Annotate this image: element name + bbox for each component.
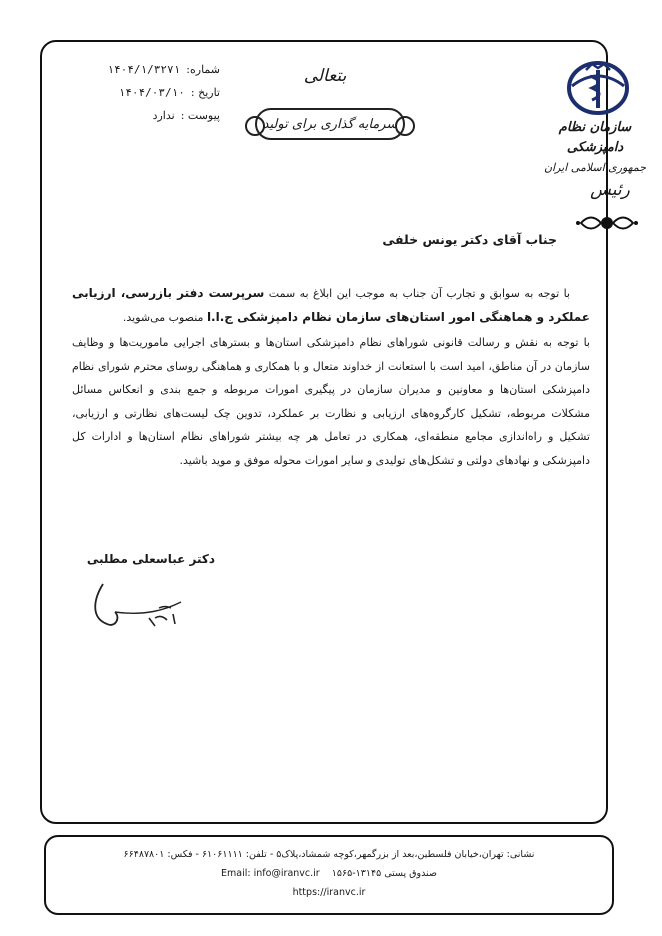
- letter-date-row: [95, 81, 220, 104]
- position-title: رئیس: [590, 180, 630, 200]
- ornament-icon: [575, 210, 639, 236]
- addressee: جناب آقای دکتر یونس خلفی: [382, 232, 557, 247]
- organization-name: [540, 118, 650, 178]
- appointment-position-title: سرپرست دفتر بازرسی، ارزیابی عملکرد و هماهنگی امور استان‌های سازمان نظام دامپزشکی ج.ا.ا: [72, 286, 590, 324]
- letter-body: [72, 282, 590, 472]
- letter-date-value: ۱۴۰۴/۰۳/۱۰: [118, 86, 185, 99]
- appointment-paragraph: [72, 282, 590, 329]
- organization-name-primary: سازمان نظام دامپزشکی: [558, 120, 632, 155]
- letter-meta: [95, 58, 220, 127]
- footer-box: [44, 835, 614, 915]
- letter-attachment-value: ندارد: [152, 109, 175, 122]
- slogan-banner: سرمایه گذاری برای تولید: [255, 108, 405, 140]
- basmala-calligraphy: بتعالی: [303, 66, 347, 86]
- footer-website-link[interactable]: https://iranvc.ir: [292, 887, 366, 898]
- signer-name: دکتر عباسعلی مطلبی: [86, 552, 215, 566]
- footer-postal-box: صندوق پستی ۱۳۱۴۵-۱۵۶۵: [331, 868, 437, 879]
- appointment-text-end: منصوب می‌شوید.: [122, 310, 207, 324]
- footer-email[interactable]: Email: info@iranvc.ir: [221, 868, 320, 879]
- appointment-text-intro: با توجه به سوابق و تجارب آن جناب به موجب این ابلاغ به سمت: [264, 287, 570, 300]
- signature-icon: [85, 570, 235, 645]
- footer-contact-line: [46, 864, 612, 883]
- footer-address: نشانی: تهران،خیابان فلسطین،بعد از بزرگمهر،کوچه شمشاد،پلاک۵ - تلفن: ۶۱۰۶۱۱۱۱ - فکس: ۶۶۴۸۷۸۰۱: [123, 849, 535, 860]
- organization-name-secondary: جمهوری اسلامی ایران: [543, 161, 647, 174]
- duties-paragraph: با توجه به نقش و رسالت قانونی شوراهای نظام دامپزشکی استان‌ها و بسترهای اجرایی ماموریت‌ها و وظایف سازمان در آن مناطق، امید است با استعانت از خداوند متعال و با همکاری و هماهنگی روسای محترم شورای نظام دامپزشکی استان‌ها و معاونین و مدیران سازمان در پیگیری امورات مربوطه و جمع بندی و انعکاس مسائل مشکلات مربوطه، تشکیل کارگروه‌های ارزیابی و نظارت بر عملکرد، تدوین چک لیست‌های نظارتی و ارزیابی، تشکیل و راه‌اندازی مجامع منطقه‌ای، همکاری در تعامل هر چه بیشتر شوراهای نظام استان‌ها و ادارات کل دامپزشکی و نهادهای دولتی و تشکل‌های تولیدی و سایر امورات محوله موفق و موید باشید.: [72, 336, 590, 467]
- letter-number-value: ۱۴۰۴/۱/۳۲۷۱: [107, 63, 181, 76]
- letter-attachment-row: [95, 104, 220, 127]
- letter-attachment-label: پیوست :: [180, 109, 220, 122]
- organization-logo-icon: [566, 60, 630, 116]
- letter-number-label: شماره:: [186, 63, 220, 76]
- letter-number-row: [95, 58, 220, 81]
- letter-date-label: تاریخ :: [190, 86, 220, 99]
